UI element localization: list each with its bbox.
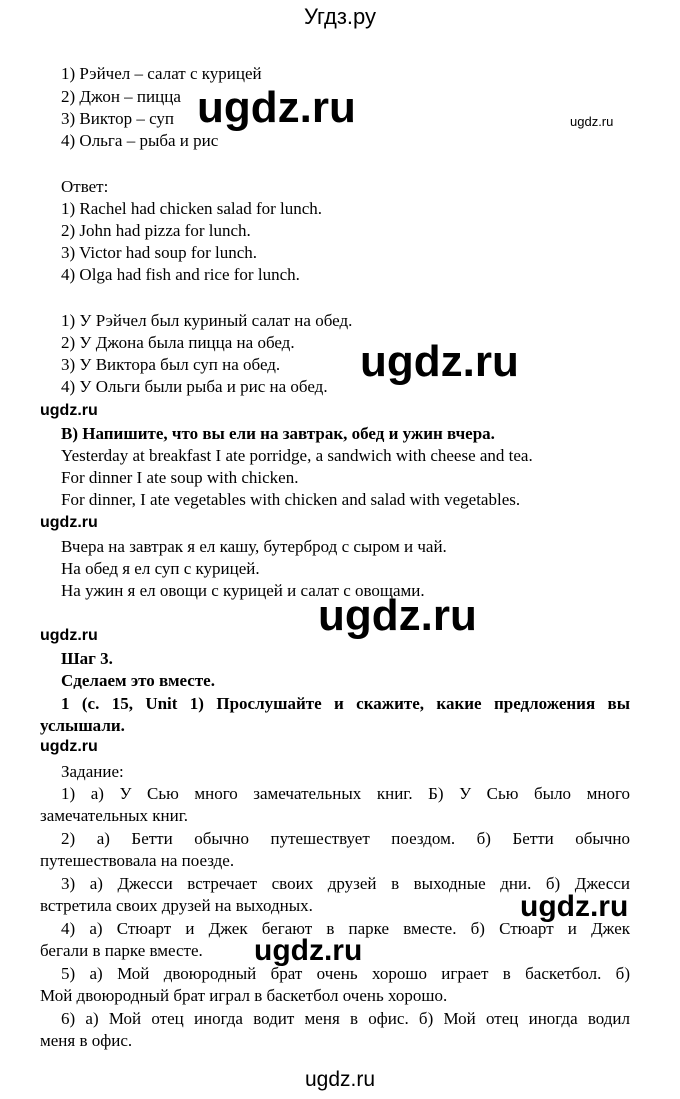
answer-ru-3: 3) У Виктора был суп на обед. [61,355,281,374]
watermark-large-2: ugdz.ru [360,337,519,386]
watermark-small-3: ugdz.ru [40,627,98,644]
answer-en-1: 1) Rachel had chicken salad for lunch. [61,199,323,218]
task-item-5-line-2: Мой двоюродный брат играл в баскетбол очень хорошо. [40,986,448,1005]
task-item-6-line-2: меня в офис. [40,1031,133,1050]
task-b-ru-2: На обед я ел суп с курицей. [61,559,260,578]
intro-item-4: 4) Ольга – рыба и рис [61,131,219,150]
task-item-2-line-2: путешествовала на поезде. [40,851,235,870]
task-label: Задание: [61,762,124,781]
watermark-large-5: ugdz.ru [254,934,363,967]
answer-en-3: 3) Victor had soup for lunch. [61,243,258,262]
answer-en-2: 2) John had pizza for lunch. [61,221,251,240]
task-item-2-line-1: 2) а) Бетти обычно путешествует поездом. б) Бетти обычно [61,829,630,848]
watermark-tiny-1: ugdz.ru [570,114,614,129]
answer-ru-4: 4) У Ольги были рыба и рис на обед. [61,377,328,396]
watermark-large-1: ugdz.ru [197,83,356,132]
task-item-1-line-2: замечательных книг. [40,806,189,825]
exercise-heading-line-2: услышали. [40,716,125,735]
task-b-en-3: For dinner, I ate vegetables with chicken and salad with vegetables. [61,490,521,509]
exercise-heading-line-1: 1 (с. 15, Unit 1) Прослушайте и скажите, какие предложения вы [61,694,630,713]
task-item-3-line-2: встретила своих друзей на выходных. [40,896,313,915]
task-b-ru-3: На ужин я ел овощи с курицей и салат с овощами. [61,581,425,600]
site-footer[interactable]: ugdz.ru [304,1068,376,1091]
task-item-4-line-1: 4) а) Стюарт и Джек бегают в парке вместе. б) Стюарт и Джек [61,919,630,938]
task-b-en-2: For dinner I ate soup with chicken. [61,468,299,487]
watermark-small-1: ugdz.ru [40,402,98,419]
answer-ru-2: 2) У Джона была пицца на обед. [61,333,295,352]
task-item-6-line-1: 6) а) Мой отец иногда водит меня в офис. б) Мой отец иногда водил [61,1009,630,1028]
task-item-3-line-1: 3) а) Джесси встречает своих друзей в выходные дни. б) Джесси [61,874,630,893]
task-item-1-line-1: 1) а) У Сью много замечательных книг. Б) У Сью было много [61,784,630,803]
watermark-large-4: ugdz.ru [520,890,629,923]
intro-item-3: 3) Виктор – суп [61,109,175,128]
intro-item-2: 2) Джон – пицца [61,87,181,106]
intro-item-1: 1) Рэйчел – салат с курицей [61,64,262,83]
task-b-en-1: Yesterday at breakfast I ate porridge, a sandwich with cheese and tea. [61,446,533,465]
step-title: Шаг 3. [61,649,113,668]
task-item-4-line-2: бегали в парке вместе. [40,941,203,960]
watermark-small-4: ugdz.ru [40,738,98,755]
task-b-heading: B) Напишите, что вы ели на завтрак, обед и ужин вчера. [61,424,495,443]
answer-ru-1: 1) У Рэйчел был куриный салат на обед. [61,311,353,330]
step-subtitle: Сделаем это вместе. [61,671,215,690]
answer-label: Ответ: [61,177,109,196]
watermark-small-2: ugdz.ru [40,514,98,531]
watermark-large-3: ugdz.ru [318,591,477,640]
task-b-ru-1: Вчера на завтрак я ел кашу, бутерброд с сыром и чай. [61,537,447,556]
site-header[interactable]: Угдз.ру [303,4,377,29]
task-item-5-line-1: 5) а) Мой двоюродный брат очень хорошо играет в баскетбол. б) [61,964,630,983]
answer-en-4: 4) Olga had fish and rice for lunch. [61,265,300,284]
